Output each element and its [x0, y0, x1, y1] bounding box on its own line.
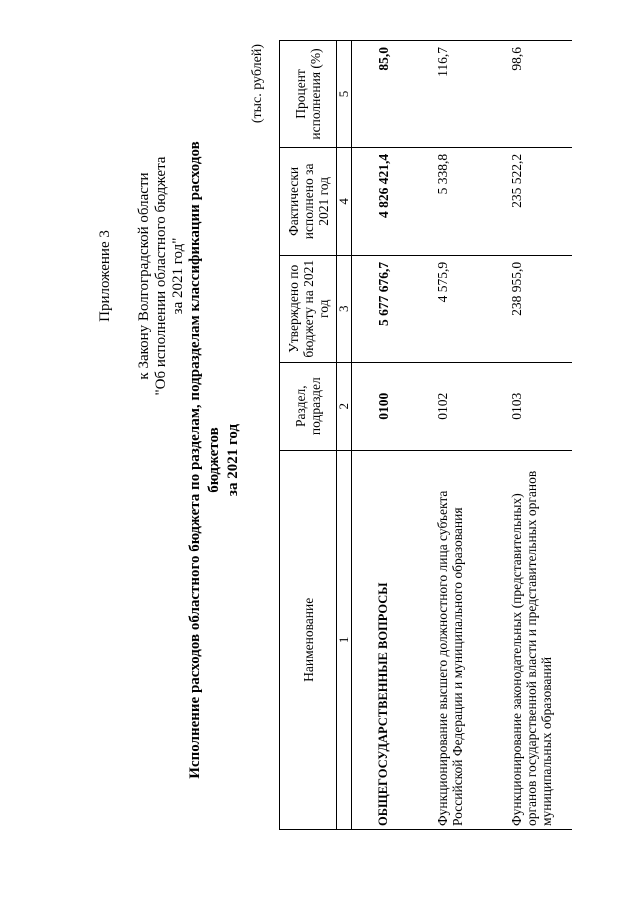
row-name: Функционирование законодательных (представительных) органов государственной власти и представительных органов муниципальных образований — [483, 450, 572, 829]
appendix-title: Приложение 3 — [97, 230, 113, 322]
units-note: (тыс. рублей) — [250, 44, 265, 124]
row-approved: 5 677 676,7 — [352, 255, 410, 362]
row-code: 0102 — [409, 362, 483, 450]
row-name: Функционирование высшего должностного лица субъекта Российской Федерации и муниципального образования — [409, 450, 483, 829]
column-number: 1 — [337, 450, 352, 829]
document-title-line-2: за 2021 год — [225, 423, 241, 497]
table-header-row — [280, 41, 337, 830]
row-code: 0103 — [483, 362, 572, 450]
row-code: 0100 — [352, 362, 410, 450]
appendix-line-2: "Об исполнении областного бюджета — [153, 156, 169, 396]
row-name: ОБЩЕГОСУДАРСТВЕННЫЕ ВОПРОСЫ — [352, 450, 410, 829]
row-approved: 4 575,9 — [409, 255, 483, 362]
appendix-line-1: к Закону Волгоградской области — [136, 172, 152, 380]
table-column-numbers-row — [337, 41, 352, 830]
document-title-line-1: Исполнение расходов областного бюджета по разделам, подразделам классификации расходов бюджетов — [187, 141, 222, 779]
table-row — [409, 41, 483, 830]
table-row — [352, 41, 410, 830]
row-percent: 98,6 — [483, 41, 572, 148]
header-section: Раздел, подраздел — [280, 362, 337, 450]
header-percent: Процент исполнения (%) — [280, 41, 337, 148]
row-actual: 5 338,8 — [409, 147, 483, 255]
row-actual: 4 826 421,4 — [352, 147, 410, 255]
header-actual: Фактически исполнено за 2021 год — [280, 147, 337, 255]
column-number: 2 — [337, 362, 352, 450]
row-percent: 85,0 — [352, 41, 410, 148]
table-row — [483, 41, 572, 830]
column-number: 4 — [337, 147, 352, 255]
column-number: 3 — [337, 255, 352, 362]
column-number: 5 — [337, 41, 352, 148]
appendix-line-3: за 2021 год" — [170, 237, 186, 315]
header-approved: Утверждено по бюджету на 2021 год — [280, 255, 337, 362]
row-approved: 238 955,0 — [483, 255, 572, 362]
header-name: Наименование — [280, 450, 337, 829]
budget-table — [279, 40, 572, 830]
row-actual: 235 522,2 — [483, 147, 572, 255]
appendix-block — [97, 96, 187, 456]
document-title — [186, 115, 243, 805]
row-percent: 116,7 — [409, 41, 483, 148]
